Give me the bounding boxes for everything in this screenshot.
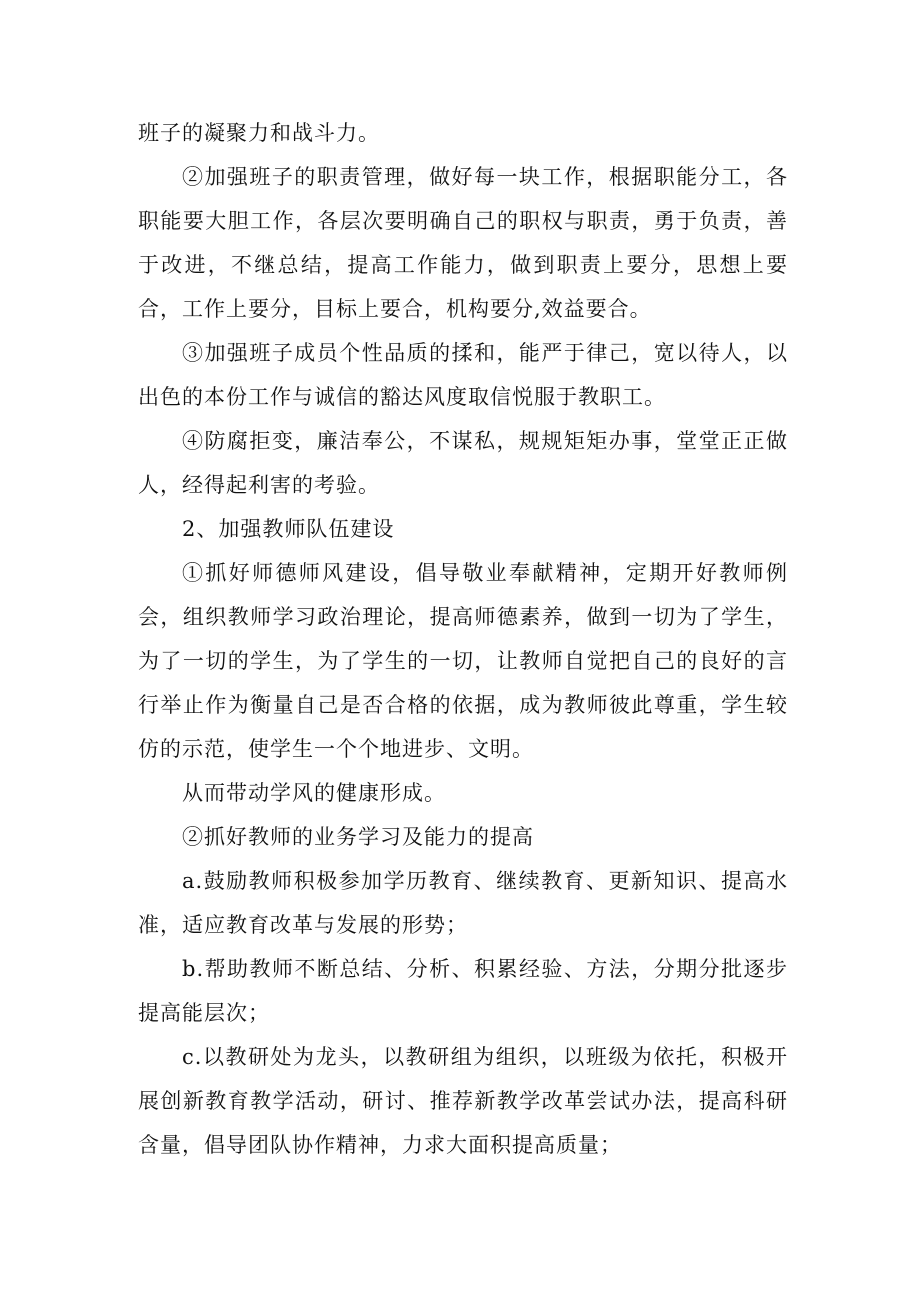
list-item-b: b.帮助教师不断总结、分析、积累经验、方法，分期分批逐步提高能层次； [138,957,788,1025]
paragraph-teacher-ethics: ①抓好师德师风建设，倡导敬业奉献精神，定期开好教师例会，组织教师学习政治理论，提高师德素养，做到一切为了学生，为了一切的学生，为了学生的一切，让教师自觉把自己的良好的言行举止作为衡量自己是否合格的依据，成为教师彼此尊重，学生较仿的示范，使学生一个个地进步、文明。 [138,561,788,761]
paragraph-study-style: 从而带动学风的健康形成。 [182,781,446,805]
document-body [138,111,788,1167]
paragraph-continuation: 班子的凝聚力和战斗力。 [138,121,380,145]
paragraph-item-2: ②加强班子的职责管理，做好每一块工作，根据职能分工，各职能要大胆工作，各层次要明确自己的职权与职责，勇于负责，善于改进，不继总结，提高工作能力，做到职责上要分，思想上要合，工作上要分，目标上要合，机构要分,效益要合。 [138,165,788,321]
paragraph-item-4: ④防腐拒变，廉洁奉公，不谋私，规规矩矩办事，堂堂正正做人，经得起利害的考验。 [138,429,788,497]
list-item-c: c.以教研处为龙头，以教研组为组织，以班级为依托，积极开展创新教育教学活动，研讨、推荐新教学改革尝试办法，提高科研含量，倡导团队协作精神，力求大面积提高质量； [138,1045,788,1157]
list-item-a: a.鼓励教师积极参加学历教育、继续教育、更新知识、提高水准，适应教育改革与发展的形势； [138,869,788,937]
section-heading-2: 2、加强教师队伍建设 [182,517,395,541]
subheading-teacher-ability: ②抓好教师的业务学习及能力的提高 [182,825,534,849]
paragraph-item-3: ③加强班子成员个性品质的揉和，能严于律己，宽以待人，以出色的本份工作与诚信的豁达风度取信悦服于教职工。 [138,341,788,409]
